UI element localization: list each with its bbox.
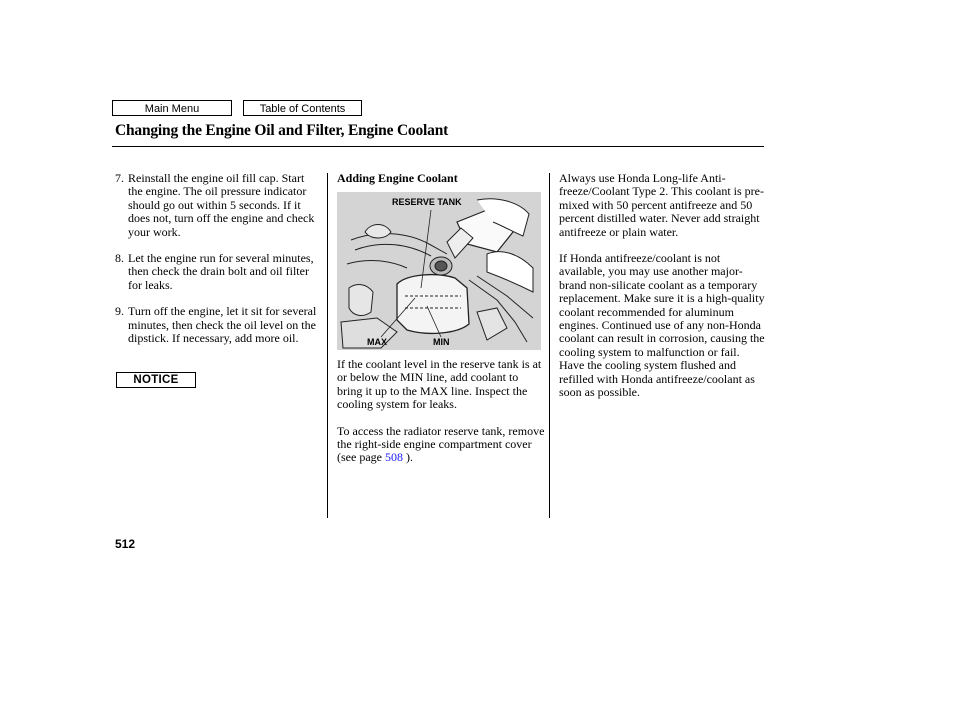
notice-link[interactable]: NOTICE [116, 372, 196, 388]
right-column [559, 172, 765, 413]
coolant-level-paragraph: If the coolant level in the reserve tank is at or below the MIN line, add coolant to bring it up to the MAX line. Inspect the cooling system for leaks. [337, 357, 542, 412]
access-text-end: ). [402, 450, 413, 465]
substitute-coolant-paragraph: If Honda antifreeze/coolant is not available, you may use another major-brand non-silicate coolant as a temporary replacement. Make sure it is a high-quality coolant recommended for aluminum engines. Continued use of any non-Honda coolant can result in corrosion, causing the cooling system to malfunction or fail. Have the cooling system flushed and refilled with Honda antifreeze/coolant as soon as possible. [559, 251, 765, 400]
max-label: MAX [367, 337, 387, 347]
list-item [115, 305, 320, 345]
coolant-type-paragraph: Always use Honda Long-life Anti-freeze/Coolant Type 2. This coolant is pre-mixed with 50 percent antifreeze and 50 percent distilled water. Never add straight antifreeze or plain water. [559, 171, 764, 239]
page-number: 512 [115, 537, 136, 551]
column-divider-1 [327, 173, 328, 518]
list-item [115, 252, 320, 292]
step-text: Turn off the engine, let it sit for several minutes, then check the oil level on the dipstick. If necessary, add more oil. [128, 304, 317, 346]
step-number: 8. [115, 251, 124, 266]
access-text: To access the radiator reserve tank, remove the right-side engine compartment cover (see page [337, 423, 545, 465]
step-number: 9. [115, 304, 124, 319]
step-text: Reinstall the engine oil fill cap. Start the engine. The oil pressure indicator should go out within 5 seconds. If it does not, turn off the engine and check your work. [128, 171, 315, 239]
step-list [115, 172, 320, 345]
table-of-contents-button[interactable]: Table of Contents [243, 100, 362, 116]
list-item [115, 172, 320, 239]
reserve-tank-label: RESERVE TANK [392, 197, 462, 207]
page-508-link[interactable]: 508 [384, 450, 403, 465]
column-divider-2 [549, 173, 550, 518]
access-paragraph [337, 425, 545, 465]
middle-column-body [337, 358, 545, 478]
reserve-tank-illustration [337, 192, 541, 350]
engine-bay-drawing [337, 192, 541, 350]
page-title: Changing the Engine Oil and Filter, Engine Coolant [115, 122, 449, 139]
min-label: MIN [433, 337, 450, 347]
middle-column [337, 172, 545, 185]
section-heading: Adding Engine Coolant [337, 171, 458, 185]
main-menu-button[interactable]: Main Menu [112, 100, 232, 116]
left-column [115, 172, 320, 358]
step-text: Let the engine run for several minutes, then check the drain bolt and oil filter for leaks. [128, 251, 314, 292]
step-number: 7. [115, 171, 124, 185]
title-rule [112, 146, 764, 147]
